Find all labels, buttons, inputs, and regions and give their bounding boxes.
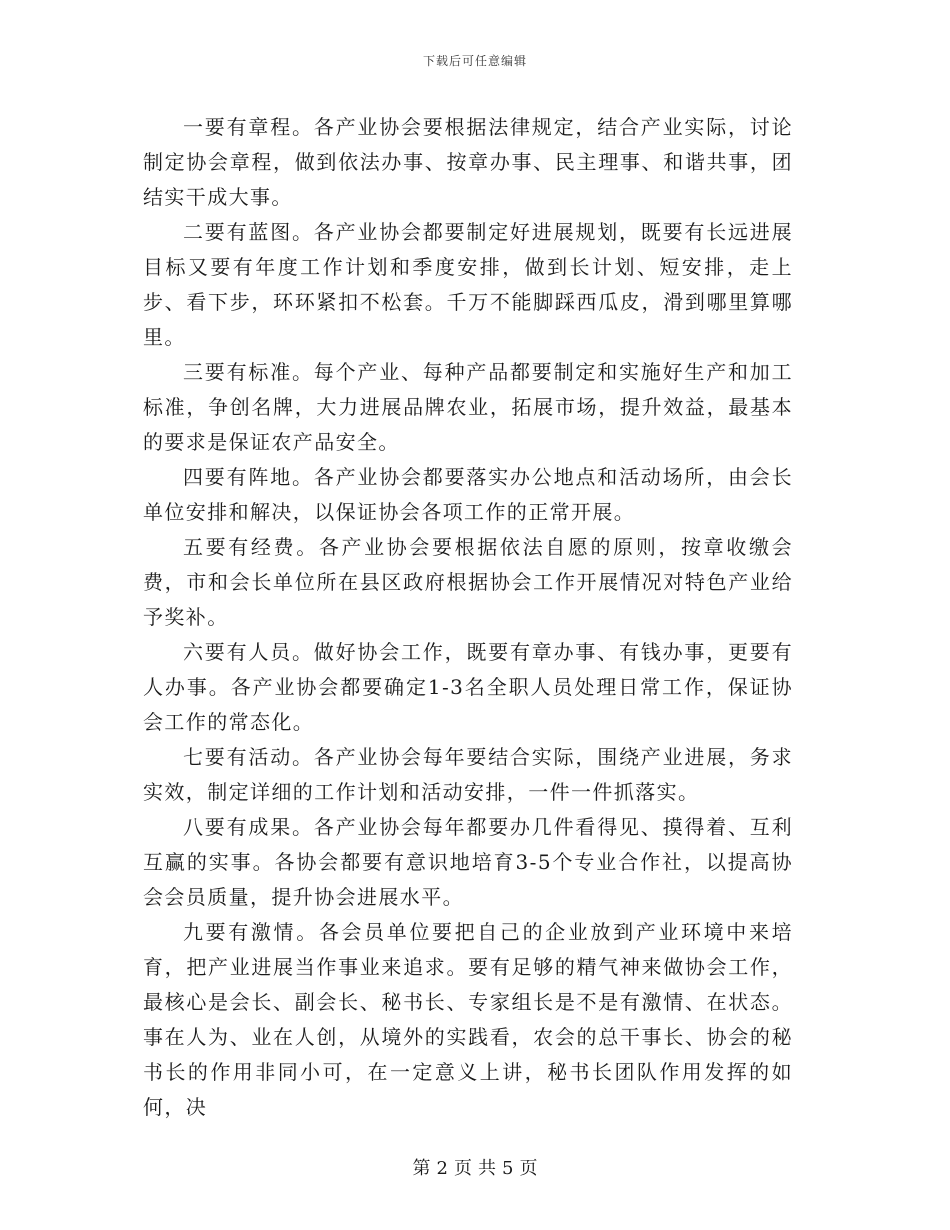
paragraph: 二要有蓝图。各产业协会都要制定好进展规划，既要有长远进展目标又要有年度工作计划和季度安排，做到长计划、短安排，走上步、看下步，环环紧扣不松套。千万不能脚踩西瓜皮，滑到哪里算哪里。 [143,220,793,349]
paragraph: 八要有成果。各产业协会每年都要办几件看得见、摸得着、互利互赢的实事。各协会都要有意识地培育3-5个专业合作社，以提高协会会员质量，提升协会进展水平。 [143,815,793,909]
footer-label-di: 第 [412,1158,431,1179]
paragraph: 三要有标准。每个产业、每种产品都要制定和实施好生产和加工标准，争创名牌，大力进展品牌农业，拓展市场，提升效益，最基本的要求是保证农产品安全。 [143,360,793,454]
footer-label-ye: 页 [454,1158,472,1179]
paragraph: 六要有人员。做好协会工作，既要有章办事、有钱办事，更要有人办事。各产业协会都要确定1-3名全职人员处理日常工作，保证协会工作的常态化。 [143,640,793,734]
page-number: 2 [436,1158,448,1179]
page-footer [0,1154,950,1180]
document-body [143,110,793,1125]
footer-label-ye2: 页 [519,1158,538,1179]
total-pages: 5 [502,1158,514,1179]
paragraph: 五要有经费。各产业协会要根据依法自愿的原则，按章收缴会费，市和会长单位所在县区政府根据协会工作开展情况对特色产业给予奖补。 [143,535,793,629]
page-header: 下载后可任意编辑 [422,54,527,68]
paragraph: 九要有激情。各会员单位要把自己的企业放到产业环境中来培育，把产业进展当作事业来追求。要有足够的精气神来做协会工作，最核心是会长、副会长、秘书长、专家组长是不是有激情、在状态。事在人为、业在人创，从境外的实践看，农会的总干事长、协会的秘书长的作用非同小可，在一定意义上讲，秘书长团队作用发挥的如何，决 [143,920,793,1119]
paragraph: 一要有章程。各产业协会要根据法律规定，结合产业实际，讨论制定协会章程，做到依法办事、按章办事、民主理事、和谐共事，团结实干成大事。 [143,115,793,209]
paragraph: 七要有活动。各产业协会每年要结合实际，围绕产业进展，务求实效，制定详细的工作计划和活动安排，一件一件抓落实。 [143,745,793,804]
footer-label-gong: 共 [478,1158,496,1179]
paragraph: 四要有阵地。各产业协会都要落实办公地点和活动场所，由会长单位安排和解决，以保证协会各项工作的正常开展。 [143,465,793,524]
